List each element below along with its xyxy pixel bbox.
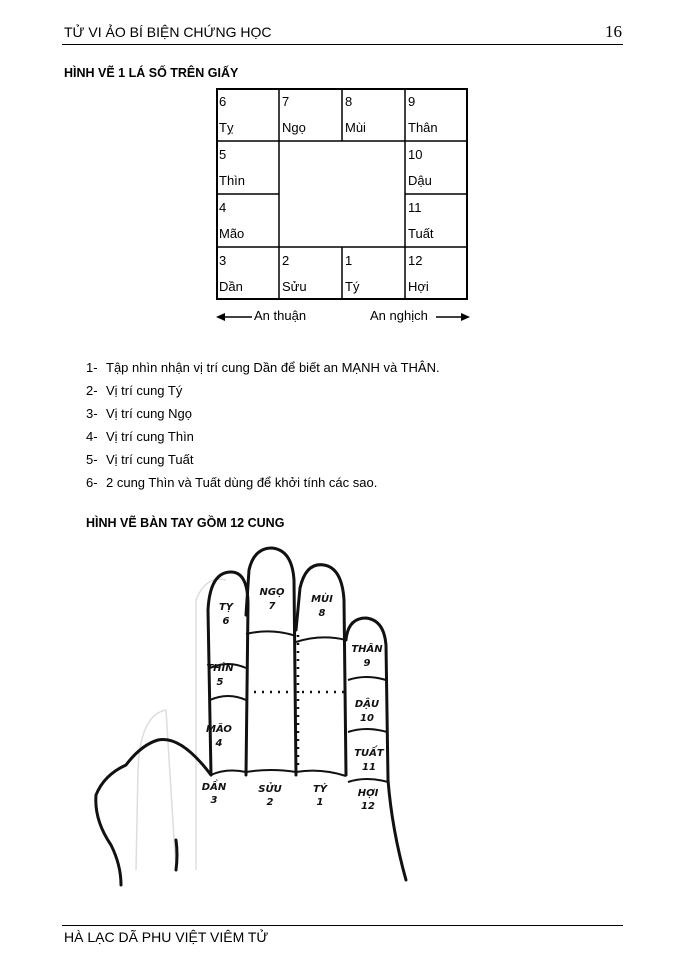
hand-label-ty1: TÝ (312, 784, 328, 795)
list-item (86, 379, 440, 402)
list-item (86, 471, 440, 494)
footer-rule (62, 925, 623, 926)
item-text: Tập nhìn nhận vị trí cung Dần để biết an MẠNH và THÂN. (106, 360, 440, 375)
cell-ngo (279, 88, 342, 141)
list-item (86, 402, 440, 425)
cell-number: 1 (345, 253, 353, 268)
cell-name: Tuất (408, 226, 434, 241)
cell-name: Dậu (408, 173, 432, 188)
hand-label-than9: THÂN (351, 644, 383, 655)
hand-num-4: 4 (215, 738, 223, 749)
cell-than (405, 88, 468, 141)
cell-number: 10 (408, 147, 423, 162)
cell-number: 7 (282, 94, 290, 109)
list-item (86, 448, 440, 471)
hand-label-thin5: THÌN (206, 663, 234, 674)
right-arrow-icon (436, 313, 470, 321)
cell-name: Ngọ (282, 120, 306, 135)
cell-tuat (405, 194, 468, 247)
list-item (86, 356, 440, 379)
horoscope-grid (216, 88, 468, 300)
item-text: Vị trí cung Ngọ (106, 406, 192, 421)
cell-ty (216, 88, 279, 141)
hand-label-tuat11: TUẤT (354, 748, 384, 759)
cell-mao (216, 194, 279, 247)
cell-name: Tý (345, 279, 360, 294)
hand-label-dan3: DẦN (201, 782, 227, 793)
item-text: 2 cung Thìn và Tuất dùng để khởi tính các sao. (106, 475, 378, 490)
figure2-heading: HÌNH VẼ BÀN TAY GỒM 12 CUNG (86, 516, 285, 530)
notes-list (86, 356, 440, 494)
cell-number: 2 (282, 253, 290, 268)
item-number: 4- (86, 429, 98, 444)
cell-name: Tỵ (219, 120, 234, 135)
item-number: 1- (86, 360, 98, 375)
hand-num-9: 9 (363, 658, 371, 669)
cell-name: Thân (408, 120, 438, 135)
hand-num-11: 11 (362, 762, 376, 773)
cell-name: Thìn (219, 173, 246, 188)
hand-num-7: 7 (268, 601, 276, 612)
cell-suu (279, 247, 342, 300)
figure1-heading: HÌNH VẼ 1 LÁ SỐ TRÊN GIẤY (64, 66, 239, 80)
hand-label-suu2: SỬU (258, 784, 282, 795)
cell-number: 6 (219, 94, 227, 109)
cell-number: 3 (219, 253, 227, 268)
hand-label-dau10: DẬU (354, 699, 380, 710)
page-number: 16 (605, 22, 622, 41)
cell-mui (342, 88, 405, 141)
cell-hoi (405, 247, 468, 300)
item-text: Vị trí cung Tý (106, 383, 183, 398)
cell-name: Mão (219, 226, 245, 241)
hand-num-5: 5 (216, 677, 224, 688)
hand-num-10: 10 (360, 713, 374, 724)
cell-thin (216, 141, 279, 194)
an-nghich-label: An nghịch (370, 308, 428, 323)
cell-name: Sửu (282, 279, 307, 294)
hand-num-1: 1 (316, 797, 324, 808)
hand-label-ty6: TỴ (218, 602, 234, 613)
item-number: 3- (86, 406, 98, 421)
item-number: 6- (86, 475, 98, 490)
cell-dau (405, 141, 468, 194)
cell-dan (216, 247, 279, 300)
hand-num-3: 3 (210, 795, 218, 806)
hand-label-mao4: MÃO (206, 724, 232, 735)
list-item (86, 425, 440, 448)
cell-name: Hợi (408, 279, 429, 294)
footer-text: HÀ LẠC DÃ PHU VIỆT VIÊM TỬ (64, 929, 269, 945)
hand-label-ngo7: NGỌ (259, 587, 285, 598)
hand-num-6: 6 (222, 616, 230, 627)
cell-number: 8 (345, 94, 353, 109)
hand-label-mui8: MÙI (311, 594, 333, 605)
cell-number: 11 (408, 200, 422, 215)
item-text: Vị trí cung Tuất (106, 452, 194, 467)
cell-number: 4 (219, 200, 227, 215)
item-number: 2- (86, 383, 98, 398)
hand-num-12: 12 (361, 801, 375, 812)
hand-illustration (86, 540, 426, 890)
cell-name: Mùi (345, 120, 366, 135)
left-arrow-icon (216, 313, 252, 321)
running-header-title: TỬ VI ẢO BÍ BIỆN CHỨNG HỌC (64, 24, 272, 40)
hand-label-hoi12: HỢI (357, 788, 379, 799)
hand-num-8: 8 (318, 608, 326, 619)
cell-number: 9 (408, 94, 416, 109)
header-rule (62, 44, 623, 45)
cell-name: Dần (219, 279, 243, 294)
cell-number: 12 (408, 253, 423, 268)
an-thuan-label: An thuận (254, 308, 307, 323)
item-text: Vị trí cung Thìn (106, 429, 194, 444)
hand-num-2: 2 (266, 797, 274, 808)
cell-ty-rat (342, 247, 405, 300)
cell-number: 5 (219, 147, 227, 162)
item-number: 5- (86, 452, 98, 467)
